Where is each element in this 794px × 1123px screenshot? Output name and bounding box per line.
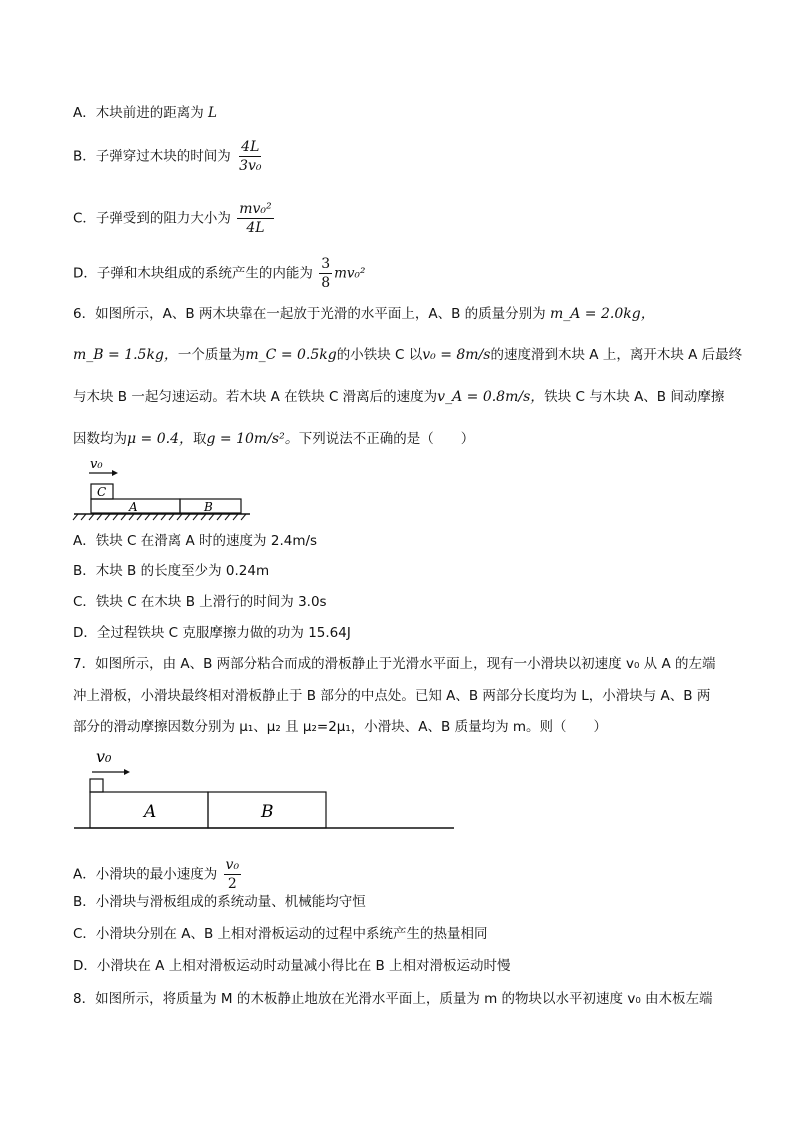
q6-option-a: A．铁块 C 在滑离 A 时的速度为 2.4m/s — [73, 533, 318, 549]
q6-fig-b-label: B — [204, 500, 213, 514]
small-slider-block — [90, 779, 103, 792]
q8-stem-line-1: 8．如图所示，将质量为 M 的木板静止地放在光滑水平面上，质量为 m 的物块以水平初速度 v₀ 由木板左端 — [73, 991, 713, 1007]
q6-text: 与木块 B 一起匀速运动。若木块 A 在铁块 C 滑离后的速度为 — [73, 389, 438, 405]
q5-option-a-text: A．木块前进的距离为 — [73, 105, 209, 121]
q6-equation: v₀ = 8m/s — [422, 347, 491, 363]
q6-figure — [72, 456, 252, 522]
q6-stem-line-4 — [73, 430, 474, 448]
fraction-numerator: v₀ — [225, 857, 240, 873]
q6-equation: μ = 0.4， — [127, 431, 193, 447]
q7-option-b: B．小滑块与滑板组成的系统动量、机械能均守恒 — [73, 894, 366, 910]
fraction-numerator: 4L — [241, 139, 260, 155]
q5-option-b-text: B．子弹穿过木块的时间为 — [73, 148, 231, 165]
q6-fig-v0-label: v₀ — [90, 457, 103, 472]
q7-option-c: C．小滑块分别在 A、B 上相对滑板运动的过程中系统产生的热量相同 — [73, 926, 488, 942]
q7-fig-v0-label: v₀ — [96, 747, 112, 766]
q5-option-d-text: D．子弹和木块组成的系统产生的内能为 — [73, 265, 313, 282]
velocity-arrow-head — [112, 470, 118, 476]
q6-text: 的小铁块 C 以 — [336, 347, 423, 363]
q7-figure — [72, 742, 462, 834]
q6-fig-a-label: A — [129, 500, 138, 514]
q5-option-c-text: C．子弹受到的阻力大小为 — [73, 210, 231, 227]
q5-option-b-fraction — [237, 138, 263, 175]
q6-equation: m_C = 0.5kg — [245, 347, 337, 363]
q7-fig-a-label: A — [144, 802, 157, 822]
q5-option-c-fraction — [237, 200, 273, 237]
q7-option-a-text: A．小滑块的最小速度为 — [73, 866, 218, 883]
q6-option-c: C．铁块 C 在木块 B 上滑行的时间为 3.0s — [73, 594, 327, 610]
q6-text: 因数均为 — [73, 431, 127, 447]
q5-option-d-tail: mv₀² — [334, 265, 366, 282]
fraction-numerator: 3 — [321, 256, 331, 272]
q5-option-c — [73, 200, 276, 237]
q6-stem-line-3 — [73, 388, 724, 406]
q7-fig-b-label: B — [261, 802, 274, 822]
fraction-denominator: 2 — [227, 876, 237, 892]
fraction-denominator: 8 — [321, 275, 331, 291]
q7-option-a-fraction — [224, 856, 242, 893]
q7-option-a — [73, 856, 243, 893]
ground-hatching — [73, 514, 246, 520]
q6-fig-c-label: C — [97, 485, 107, 499]
q6-text: 一个质量为 — [177, 347, 246, 363]
fraction-denominator: 4L — [246, 220, 265, 236]
q6-text: 的速度滑到木块 A 上，离开木块 A 后最终 — [490, 347, 743, 363]
q7-stem-line-3: 部分的滑动摩擦因数分别为 μ₁、μ₂ 且 μ₂=2μ₁，小滑块、A、B 质量均为 m。则（ ） — [73, 719, 608, 735]
q5-option-d-fraction — [319, 255, 332, 292]
q6-equation: g = 10m/s²。 — [206, 431, 299, 447]
q6-text: 6．如图所示，A、B 两木块靠在一起放于光滑的水平面上，A、B 的质量分别为 — [73, 306, 546, 322]
q7-stem-line-2: 冲上滑板，小滑块最终相对滑板静止于 B 部分的中点处。已知 A、B 两部分长度均为 L，小滑块与 A、B 两 — [73, 688, 711, 704]
q5-option-a-var: L — [208, 105, 217, 121]
q6-text: 下列说法不正确的是（ ） — [298, 431, 475, 447]
q6-stem-line-1 — [73, 305, 655, 323]
q6-text: 取 — [193, 431, 207, 447]
fraction-denominator: 3v₀ — [239, 158, 262, 174]
q6-option-b: B．木块 B 的长度至少为 0.24m — [73, 563, 270, 579]
fraction-numerator: mv₀² — [239, 201, 272, 217]
q6-equation: v_A = 0.8m/s， — [437, 389, 545, 405]
q6-option-d: D．全过程铁块 C 克服摩擦力做的功为 15.64J — [73, 625, 351, 641]
velocity-arrow-head — [124, 769, 130, 775]
q7-option-d: D．小滑块在 A 上相对滑板运动时动量减小得比在 B 上相对滑板运动时慢 — [73, 958, 511, 974]
q5-option-a — [73, 104, 217, 122]
q6-text: 铁块 C 与木块 A、B 间动摩擦 — [544, 389, 725, 405]
q6-equation: m_B = 1.5kg， — [73, 347, 178, 363]
q7-stem-line-1: 7．如图所示，由 A、B 两部分粘合而成的滑板静止于光滑水平面上，现有一小滑块以初速度 v₀ 从 A 的左端 — [73, 656, 716, 672]
q5-option-d — [73, 255, 365, 292]
q6-stem-line-2 — [73, 346, 742, 364]
q6-equation: m_A = 2.0kg， — [549, 306, 655, 322]
q5-option-b — [73, 138, 266, 175]
